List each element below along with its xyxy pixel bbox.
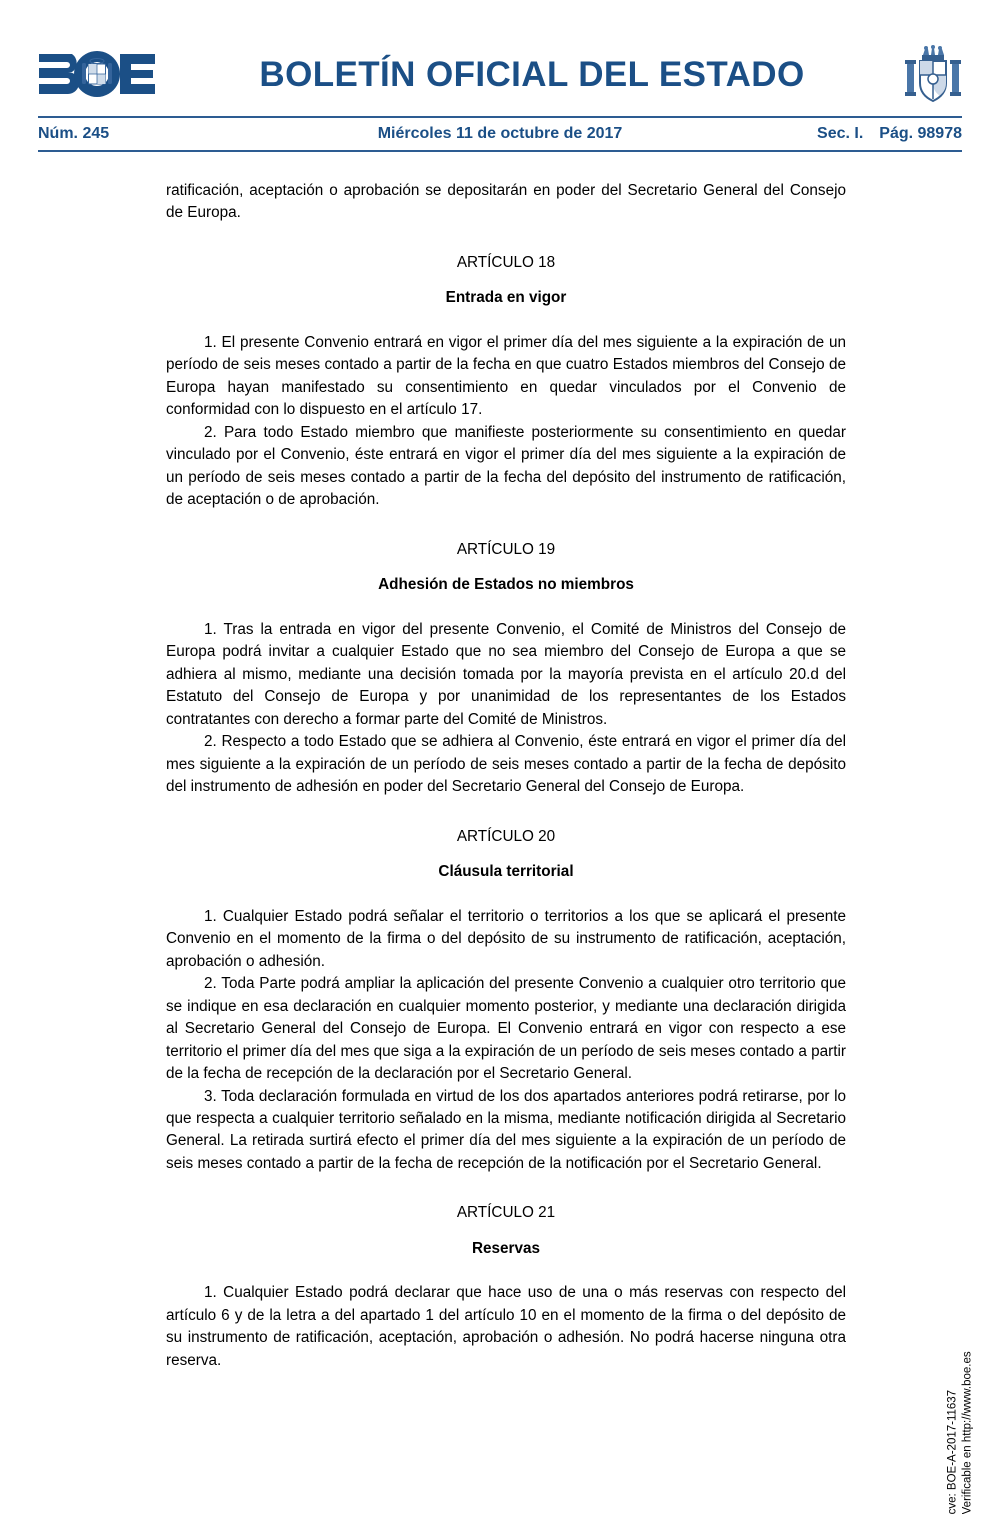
article-title: ARTÍCULO 20: [456, 827, 556, 845]
article-paragraph: 1. Cualquier Estado podrá declarar que hace uso de una o más reservas con respecto del artículo 6 y de la letra a del apartado 1 del artículo 10 en el momento de la firma o del depósito de su instrumento de ratificación, aceptación, aprobación o adhesión. No podrá hacerse ninguna otra reserva.: [166, 1284, 846, 1369]
cve-verify-url: Verificable en http://www.boe.es: [961, 1351, 974, 1514]
issue-date: Miércoles 11 de octubre de 2017: [377, 125, 623, 142]
intro-paragraph: ratificación, aceptación o aprobación se depositarán en poder del Secretario General del Consejo de Europa.: [166, 182, 846, 222]
article-subtitle: Cláusula territorial: [438, 863, 574, 881]
header-bar: [38, 120, 962, 148]
document-body: [166, 180, 846, 1372]
cve-code: cve: BOE-A-2017-11637: [946, 1389, 959, 1514]
article-title: ARTÍCULO 19: [456, 540, 556, 558]
article-paragraph: 3. Toda declaración formulada en virtud de los dos apartados anteriores podrá retirarse, por lo que respecta a cualquier territorio señalado en la misma, mediante notificación dirigida al Secretario General. La retirada surtirá efecto el primer día del mes siguiente a la expiración de un período de seis meses contado a partir de la fecha de recepción de la notificación por el Secretario General.: [166, 1087, 846, 1172]
article-title: ARTÍCULO 18: [456, 253, 556, 271]
coat-of-arms-icon: [904, 43, 962, 105]
article-paragraph: 1. Cualquier Estado podrá señalar el territorio o territorios a los que se aplicará el presente Convenio en el momento de la firma o del depósito de su instrumento de ratificación, aceptación, aprobación o adhesión.: [166, 907, 846, 970]
article-subtitle: Entrada en vigor: [445, 289, 567, 307]
section-label: Sec. I.: [817, 125, 864, 142]
page-number-label: Pág. 98978: [879, 125, 962, 142]
boe-logo: [38, 51, 156, 97]
header-rule-top: [38, 116, 962, 118]
masthead: [38, 40, 962, 108]
header-right-group: [742, 125, 962, 143]
header-rule-bottom: [38, 150, 962, 152]
article-paragraph: 1. El presente Convenio entrará en vigor el primer día del mes siguiente a la expiración de un período de seis meses contado a partir de la fecha en que cuatro Estados miembros del Consejo de Europa hayan manifestado su consentimiento en quedar vinculados por el Convenio de conformidad con lo dispuesto en el artículo 17.: [166, 333, 846, 419]
article-paragraph: 2. Para todo Estado miembro que manifieste posteriormente su consentimiento en quedar vinculado por el Convenio, éste entrará en vigor el primer día del mes siguiente a la expiración de un período de seis meses contado a partir de la fecha del depósito del instrumento de ratificación, de aceptación o de aprobación.: [166, 423, 846, 509]
page-title: BOLETÍN OFICIAL DEL ESTADO: [259, 54, 805, 94]
article-paragraph: 1. Tras la entrada en vigor del presente Convenio, el Comité de Ministros del Consejo de Europa podrá invitar a cualquier Estado que no sea miembro del Consejo de Europa a que se adhiera al mismo, mediante una decisión tomada por la mayoría prevista en el artículo 20.d del Estatuto del Consejo de Europa y por unanimidad de los representantes de los Estados contratantes con derecho a formar parte del Comité de Ministros.: [166, 620, 846, 728]
article-subtitle: Adhesión de Estados no miembros: [378, 576, 634, 594]
article-paragraph: 2. Respecto a todo Estado que se adhiera al Convenio, éste entrará en vigor el primer día del mes siguiente a la expiración de un período de seis meses contado a partir de la fecha de depósito del instrumento de adhesión en poder del Secretario General del Consejo de Europa.: [166, 733, 846, 796]
article-subtitle: Reservas: [471, 1239, 541, 1257]
issue-number: Núm. 245: [38, 125, 110, 142]
article-title: ARTÍCULO 21: [456, 1204, 556, 1222]
cve-sidebar: [942, 1121, 976, 1514]
article-paragraph: 2. Toda Parte podrá ampliar la aplicación del presente Convenio a cualquier otro territorio que se indique en esa declaración en cualquier momento posterior, y mediante una declaración dirigida al Secretario General del Consejo de Europa. El Convenio entrará en vigor con respecto a ese territorio el primer día del mes que siga a la expiración de un período de seis meses contado a partir de la fecha de recepción de la declaración por el Secretario General.: [166, 975, 846, 1083]
cve-sidebar-inner: [946, 1351, 976, 1514]
